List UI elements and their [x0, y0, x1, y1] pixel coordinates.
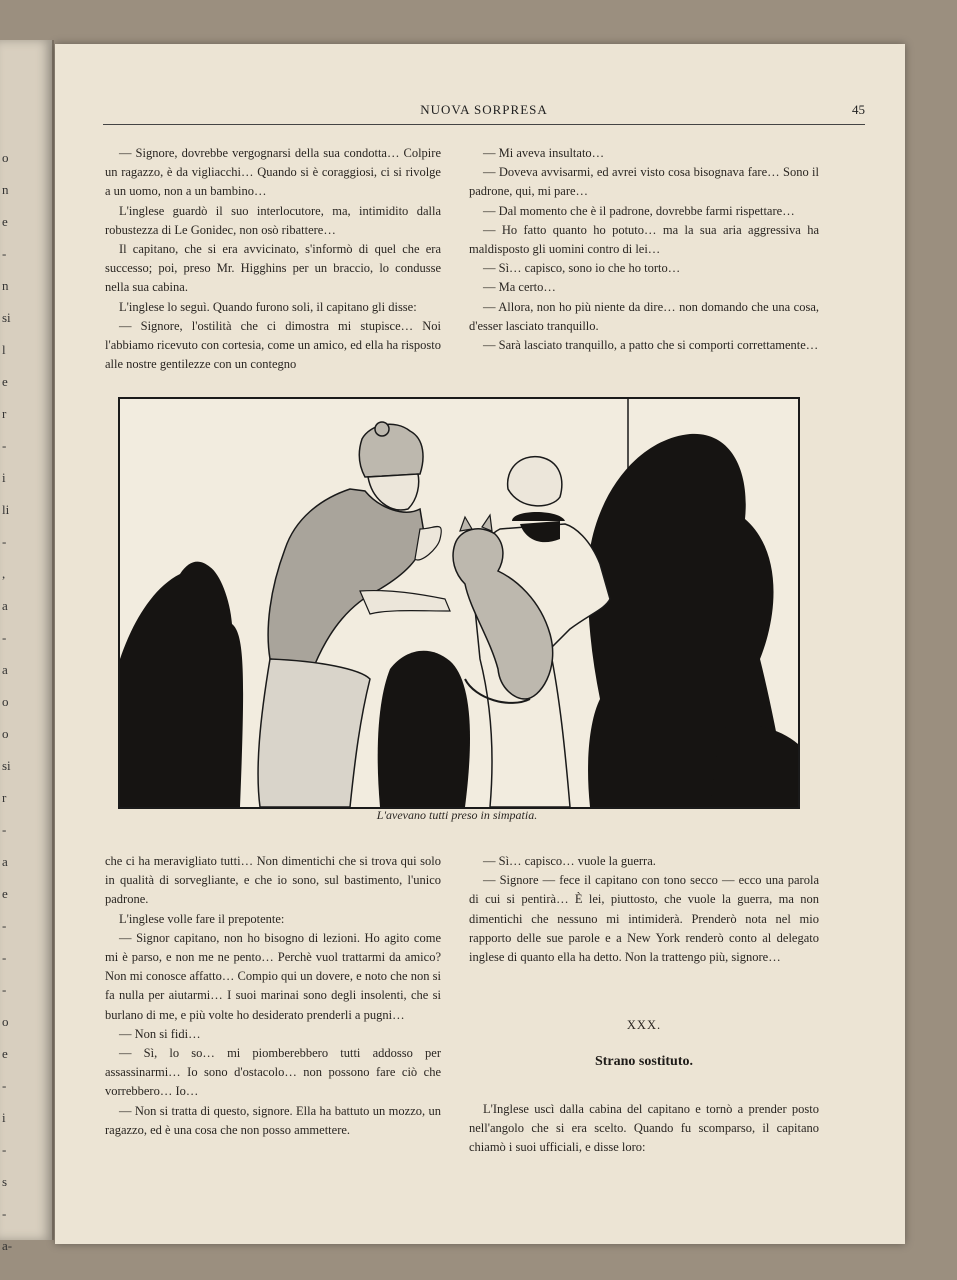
edge-letter: - [2, 438, 7, 453]
edge-letter: - [2, 534, 7, 549]
edge-letter: n [2, 278, 9, 293]
silhouette-left [120, 562, 243, 807]
edge-letter: i [2, 1110, 6, 1125]
edge-letter: n [2, 182, 9, 197]
chapter-opening [469, 1100, 819, 1158]
paragraph: — Signore — fece il capitano con tono secco — ecco una parola di cui si pentirà… È lei, piuttosto, che vuole la guerra, ma non dimentichi che nessuno mi intimiderà. Prenderò nota nel mio rapporto delle sue parole e a New York renderò conto al delegato inglese di quanto ella ha detto. Non la trattengo più, signore… [469, 873, 819, 965]
edge-letter: - [2, 1078, 7, 1093]
running-header [103, 102, 865, 125]
edge-letter: - [2, 982, 7, 997]
edge-letter: - [2, 246, 7, 261]
left-column-bottom [105, 852, 441, 1140]
paragraph: L'Inglese uscì dalla cabina del capitano e tornò a prender posto nell'angolo che si era scelto. Quando fu scomparso, il capitano chiamò i suoi ufficiali, e disse loro: [469, 1102, 819, 1155]
paragraph: L'inglese volle fare il prepotente: [119, 911, 285, 926]
page-number: 45 [852, 102, 865, 117]
right-column-bottom [469, 852, 819, 967]
edge-letter: l [2, 342, 6, 357]
chapter-number: XXX. [626, 1018, 662, 1032]
edge-letter: - [2, 1142, 7, 1157]
edge-letter: li [2, 502, 10, 517]
edge-letter: o [2, 1014, 9, 1029]
edge-letter: si [2, 310, 11, 325]
paragraph: — Sì… capisco, sono io che ho torto… [483, 261, 681, 276]
silhouette-center [378, 651, 470, 807]
edge-letter: - [2, 1206, 7, 1221]
edge-letter: - [2, 822, 7, 837]
edge-letter: o [2, 726, 9, 741]
paragraph: — Dal momento che è il padrone, dovrebbe farmi rispettare… [483, 203, 795, 218]
paragraph: — Ma certo… [483, 280, 556, 295]
running-title: NUOVA SORPRESA [420, 102, 548, 117]
illustration [118, 397, 800, 809]
paragraph: — Signore, l'ostilità che ci dimostra mi stupisce… Noi l'abbiamo ricevuto con cortesia, come un amico, ed ella ha risposto alle nostre gentilezze con un contegno [105, 318, 441, 372]
illustration-caption: L'avevano tutti preso in simpatia. [376, 808, 538, 822]
edge-letter: o [2, 694, 9, 709]
edge-letter: - [2, 950, 7, 965]
edge-letter: - [2, 918, 7, 933]
edge-letter: e [2, 886, 8, 901]
paragraph: — Signore, dovrebbe vergognarsi della sua condotta… Colpire un ragazzo, è da vigliacchi… Quando si è coraggiosi, ci si rivolge a un uomo, non a un bambino… [105, 146, 441, 199]
edge-letter: e [2, 1046, 8, 1061]
edge-letter: , [2, 566, 6, 581]
paragraph: Il capitano, che si era avvicinato, s'informò di quel che era successo; poi, preso Mr. Higghins per un braccio, lo condusse nella sua cabina. [105, 242, 441, 295]
right-column-top [469, 144, 819, 355]
paragraph: — Allora, non ho più niente da dire… non domando che una cosa, d'esser lasciato tranquillo. [469, 299, 819, 333]
illustration-drawing [120, 399, 798, 807]
edge-letter: o [2, 150, 9, 165]
edge-letter: a [2, 598, 8, 613]
book-page [55, 44, 905, 1244]
paragraph: — Sì… capisco… vuole la guerra. [483, 854, 656, 868]
paragraph: — Mi aveva insultato… [483, 146, 605, 160]
edge-letter: e [2, 214, 8, 229]
paragraph: che ci ha meravigliato tutti… Non dimentichi che si trova qui solo in qualità di sorvegliante, e che io sono, sul bastimento, l'unico padrone. [105, 854, 441, 907]
edge-letter: i [2, 470, 6, 485]
edge-letter: a- [2, 1238, 13, 1253]
paragraph: — Sì, lo so… mi piomberebbero tutti addosso per assassinarmi… Io sono d'ostacolo… non possono fare ciò che vorrebbero… Io… [105, 1046, 441, 1099]
edge-letter: s [2, 1174, 8, 1189]
paragraph: — Ho fatto quanto ho potuto… ma la sua aria aggressiva ha maldisposto gli uomini contro di lei… [469, 222, 819, 257]
paragraph: L'inglese guardò il suo interlocutore, ma, intimidito dalla robustezza di Le Gonidec, non osò ribattere… [105, 203, 441, 237]
paragraph: — Sarà lasciato tranquillo, a patto che si comporti correttamente… [483, 338, 819, 353]
paragraph: L'inglese lo seguì. Quando furono soli, il capitano gli disse: [119, 299, 417, 314]
edge-letter: si [2, 758, 11, 773]
edge-letter: - [2, 630, 7, 645]
paragraph: — Non si tratta di questo, signore. Ella ha battuto un mozzo, un ragazzo, ed è una cosa che non posso ammettere. [105, 1103, 441, 1137]
previous-page-edge [0, 40, 54, 1253]
paragraph: — Doveva avvisarmi, ed avrei visto cosa bisognava fare… Sono il padrone, qui, mi pare… [469, 165, 819, 199]
paragraph: — Signor capitano, non ho bisogno di lezioni. Ho agito come mi è parso, e non me ne pento… Perchè vuol trattarmi da amico? Non mi conosce affatto… Compio qui un dovere, e noto che non si fa nulla per aiutarmi… I suoi marinai sono degli insolenti, che si burlano di me, e più volte ho desiderato prenderli a pugni… [105, 930, 441, 1022]
left-column-top [105, 144, 441, 374]
edge-letter: a [2, 662, 8, 677]
edge-letter: r [2, 406, 7, 421]
paragraph: — Non si fidi… [119, 1026, 201, 1041]
edge-letter: r [2, 790, 7, 805]
edge-letter: e [2, 374, 8, 389]
edge-letter: a [2, 854, 8, 869]
chapter-title: Strano sostituto. [594, 1054, 693, 1069]
